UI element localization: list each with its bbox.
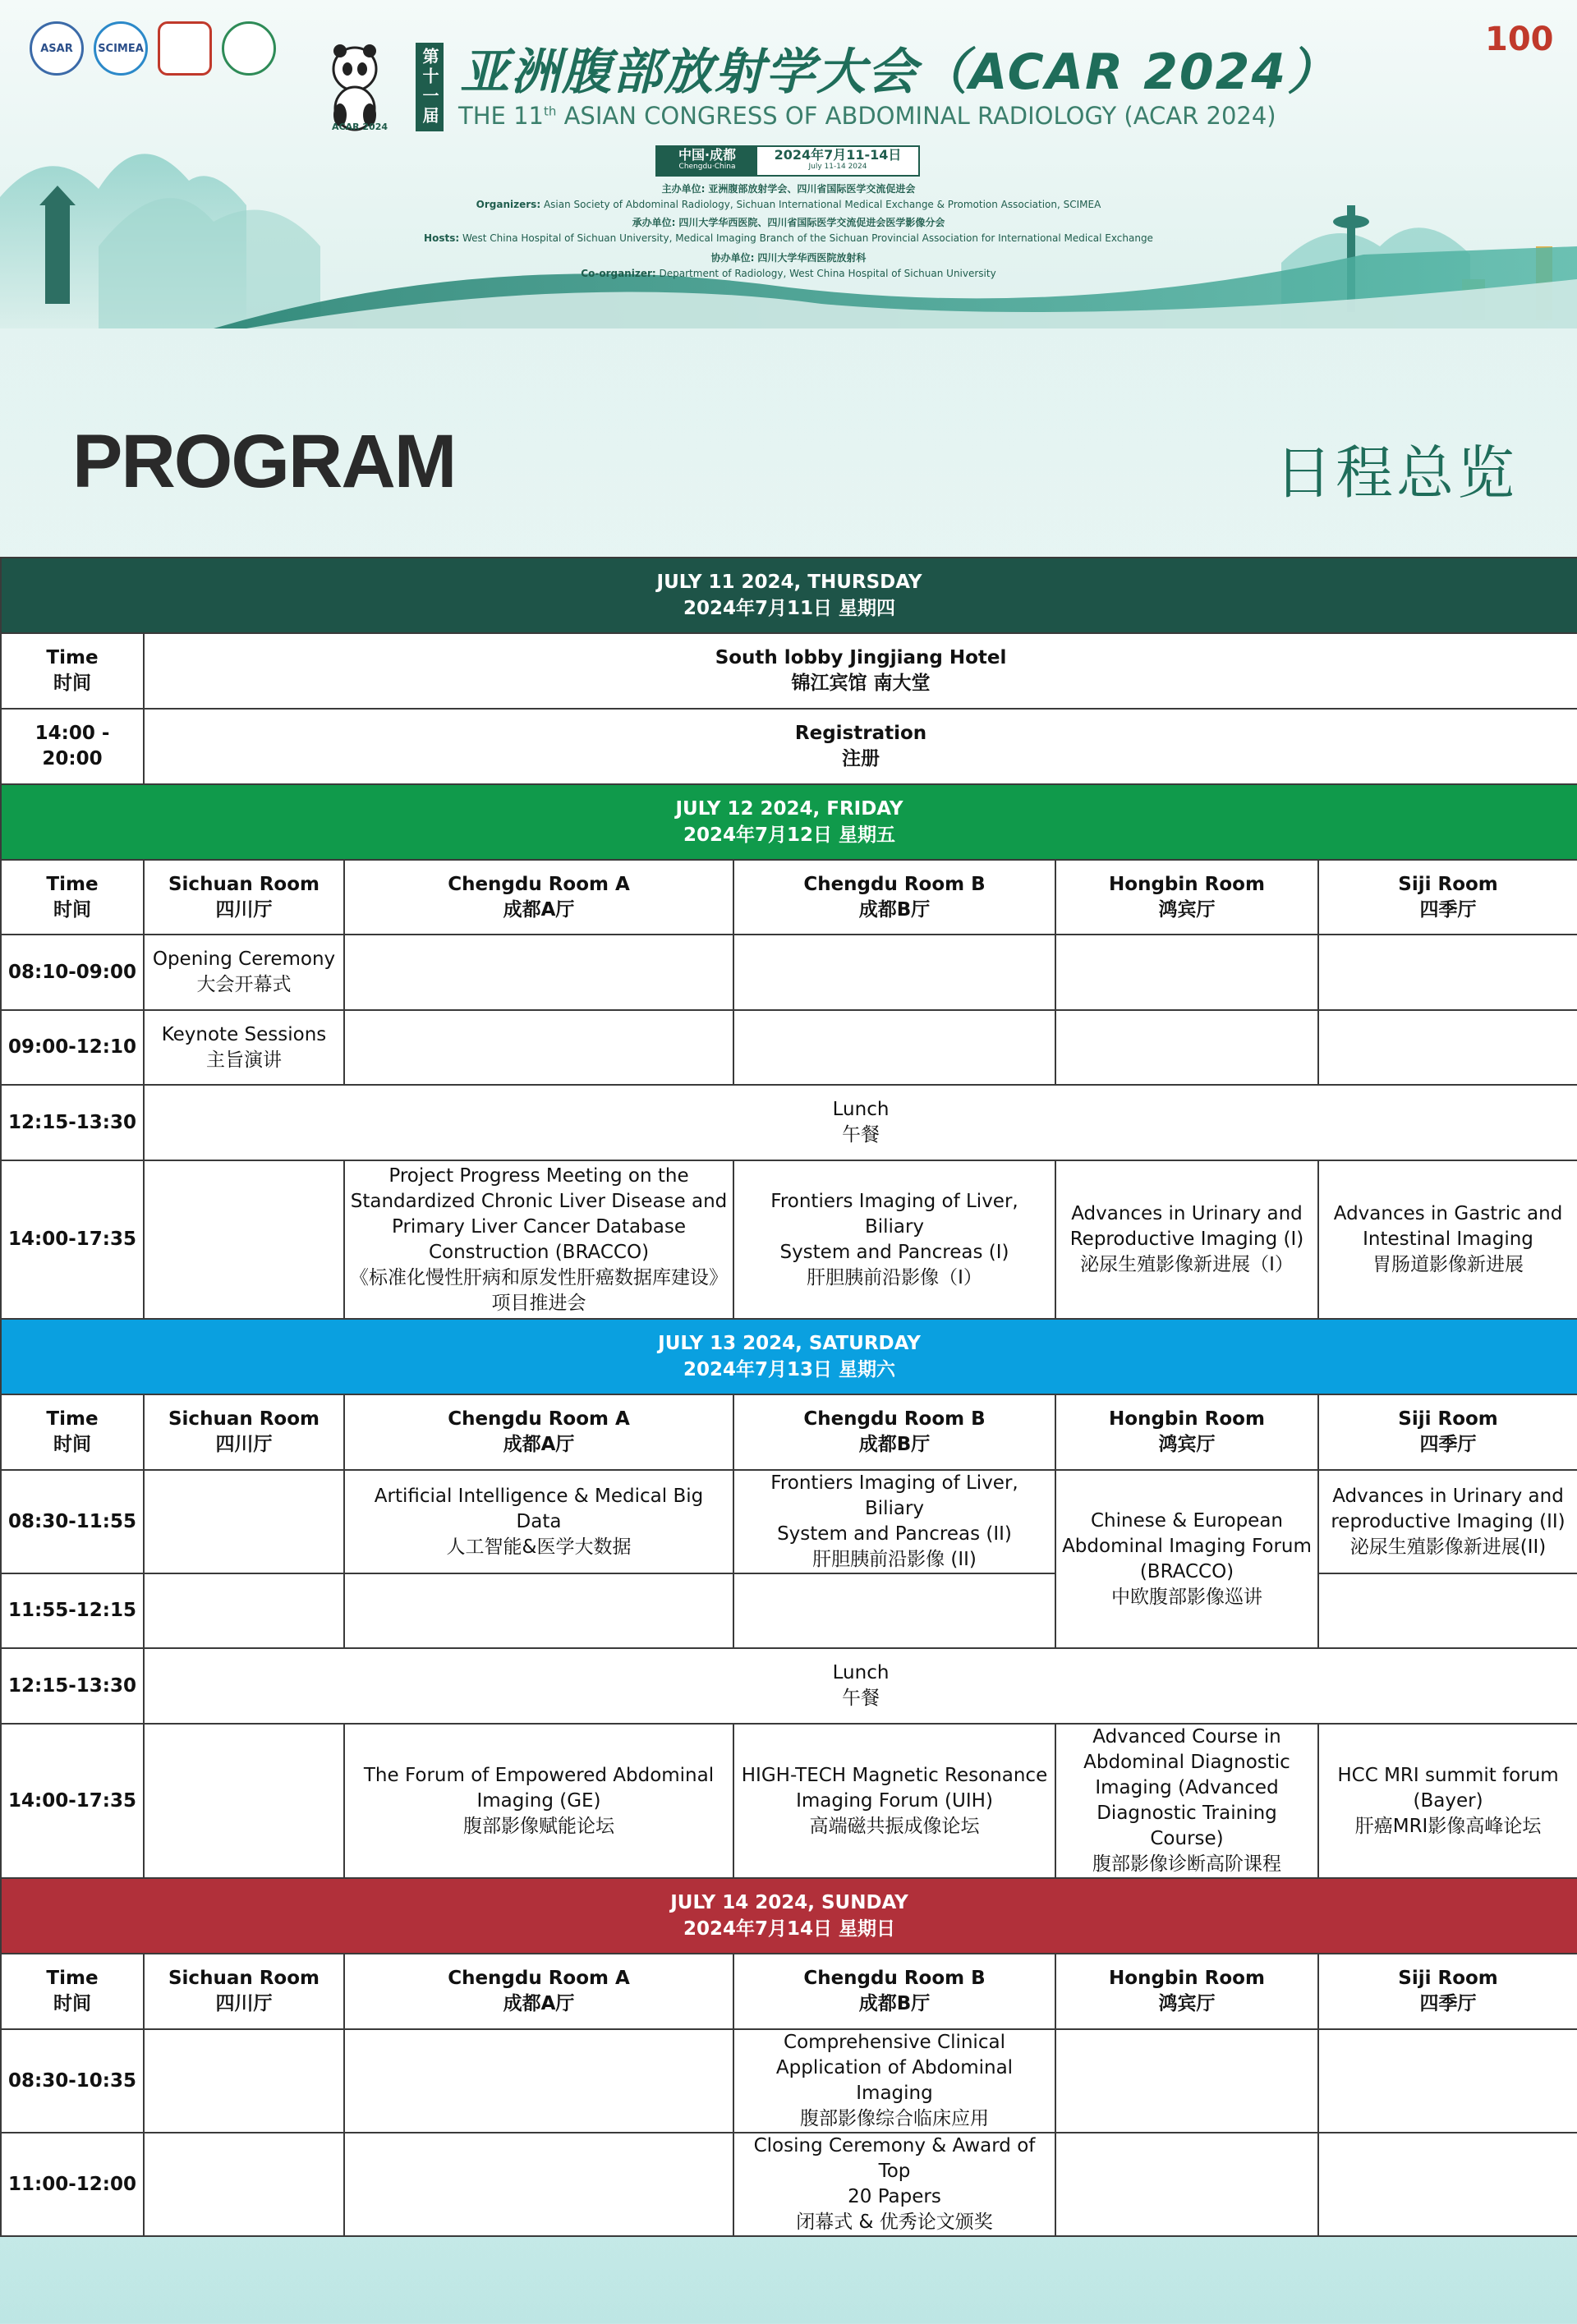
table-row: [1, 709, 1577, 784]
session-liver-frontiers-1: Frontiers Imaging of Liver, Biliary System and Pancreas (I) 肝胆胰前沿影像（Ⅰ）: [733, 1160, 1055, 1319]
room-siji: Siji Room 四季厅: [1318, 1394, 1577, 1470]
schedule-table: [0, 557, 1577, 2237]
time-header: Time 时间: [1, 1394, 144, 1470]
empty-cell: [144, 1724, 344, 1878]
session-mr-forum: HIGH-TECH Magnetic Resonance Imaging Forum (UIH) 高端磁共振成像论坛: [733, 1724, 1055, 1878]
session-advanced-course: Advanced Course in Abdominal Diagnostic Imaging (Advanced Diagnostic Training Course) 腹部影像诊断高阶课程: [1055, 1724, 1318, 1878]
organizer-logos: [30, 21, 276, 76]
time-cell: 08:30-11:55: [1, 1470, 144, 1573]
registration-cell: Registration 注册: [144, 709, 1577, 784]
empty-cell: [1055, 935, 1318, 1010]
session-urinary-2: Advances in Urinary and reproductive Imaging (II) 泌尿生殖影像新进展(II): [1318, 1470, 1577, 1573]
session-empowered-imaging: The Forum of Empowered Abdominal Imaging (GE) 腹部影像赋能论坛: [344, 1724, 733, 1878]
empty-cell: [344, 2133, 733, 2236]
room-header-row: [1, 1954, 1577, 2029]
empty-cell: [1055, 2133, 1318, 2236]
table-row: [1, 1724, 1577, 1878]
session-ai-big-data: Artificial Intelligence & Medical Big Data 人工智能&医学大数据: [344, 1470, 733, 1573]
venue-cell: South lobby Jingjiang Hotel 锦江宾馆 南大堂: [144, 633, 1577, 709]
room-siji: Siji Room 四季厅: [1318, 860, 1577, 935]
empty-cell: [344, 2029, 733, 2133]
room-hongbin: Hongbin Room 鸿宾厅: [1055, 1394, 1318, 1470]
table-row: [1, 1160, 1577, 1319]
day-header-july-11: JULY 11 2024, THURSDAY 2024年7月11日 星期四: [1, 558, 1577, 633]
time-cell: 14:00-17:35: [1, 1160, 144, 1319]
table-row: [1, 1573, 1577, 1648]
time-cell: 14:00 - 20:00: [1, 709, 144, 784]
room-hongbin: Hongbin Room 鸿宾厅: [1055, 1954, 1318, 2029]
session-closing-ceremony: Closing Ceremony & Award of Top 20 Papers 闭幕式 & 优秀论文颁奖: [733, 2133, 1055, 2236]
session-sino-european-forum: Chinese & European Abdominal Imaging Forum (BRACCO) 中欧腹部影像巡讲: [1055, 1470, 1318, 1648]
empty-cell: [144, 1573, 344, 1648]
room-siji: Siji Room 四季厅: [1318, 1954, 1577, 2029]
empty-cell: [144, 1470, 344, 1573]
organizers-en: Organizers: Asian Society of Abdominal Radiology, Sichuan International Medical Exchange & Promotion Association, SCIMEA: [476, 199, 1101, 210]
room-chengdu-b: Chengdu Room B 成都B厅: [733, 1394, 1055, 1470]
room-chengdu-b: Chengdu Room B 成都B厅: [733, 1954, 1055, 2029]
association-logo: [222, 21, 276, 76]
empty-cell: [144, 2133, 344, 2236]
session-keynote: Keynote Sessions 主旨演讲: [144, 1010, 344, 1085]
room-sichuan: Sichuan Room 四川厅: [144, 1394, 344, 1470]
empty-cell: [1318, 2029, 1577, 2133]
day-header-july-12: JULY 12 2024, FRIDAY 2024年7月12日 星期五: [1, 784, 1577, 860]
room-chengdu-a: Chengdu Room A 成都A厅: [344, 860, 733, 935]
room-chengdu-a: Chengdu Room A 成都A厅: [344, 1954, 733, 2029]
room-chengdu-a: Chengdu Room A 成都A厅: [344, 1394, 733, 1470]
hosts-en: Hosts: West China Hospital of Sichuan University, Medical Imaging Branch of the Sichuan Provincial Association for International Medical Exchange: [424, 232, 1153, 244]
empty-cell: [1318, 935, 1577, 1010]
coorganizer-en: Co-organizer: Department of Radiology, West China Hospital of Sichuan University: [581, 268, 996, 279]
table-row: [1, 935, 1577, 1010]
panda-mascot-icon: [322, 36, 388, 135]
session-bracco-meeting: Project Progress Meeting on the Standardized Chronic Liver Disease and Primary Liver Cancer Database Construction (BRACCO) 《标准化慢性肝病和原发性肝癌数据库建设》 项目推进会: [344, 1160, 733, 1319]
room-sichuan: Sichuan Room 四川厅: [144, 860, 344, 935]
empty-cell: [733, 1573, 1055, 1648]
hospital-logo: [158, 21, 212, 76]
room-header-row: [1, 1394, 1577, 1470]
empty-cell: [733, 935, 1055, 1010]
room-header-row: [1, 860, 1577, 935]
lunch-cell: Lunch 午餐: [144, 1648, 1577, 1724]
asar-logo: ASAR: [30, 21, 84, 76]
time-cell: 11:55-12:15: [1, 1573, 144, 1648]
empty-cell: [144, 2029, 344, 2133]
header-banner: [0, 0, 1577, 328]
date-location-box: [655, 145, 920, 177]
table-row: [1, 1085, 1577, 1160]
table-row: [1, 2029, 1577, 2133]
empty-cell: [1318, 2133, 1577, 2236]
centennial-logo: 100: [1485, 21, 1554, 58]
table-row: [1, 2133, 1577, 2236]
day-header-july-13: JULY 13 2024, SATURDAY 2024年7月13日 星期六: [1, 1319, 1577, 1394]
empty-cell: [344, 1010, 733, 1085]
table-row: [1, 1010, 1577, 1085]
room-sichuan: Sichuan Room 四川厅: [144, 1954, 344, 2029]
mascot-caption: ACAR 2024: [332, 122, 389, 132]
hosts-cn: 承办单位: 四川大学华西医院、四川省国际医学交流促进会医学影像分会: [632, 217, 945, 228]
empty-cell: [144, 1160, 344, 1319]
time-cell: 08:10-09:00: [1, 935, 144, 1010]
empty-cell: [733, 1010, 1055, 1085]
time-cell: 12:15-13:30: [1, 1085, 144, 1160]
session-opening-ceremony: Opening Ceremony 大会开幕式: [144, 935, 344, 1010]
time-cell: 11:00-12:00: [1, 2133, 144, 2236]
session-comprehensive-clinical: Comprehensive Clinical Application of Abdominal Imaging 腹部影像综合临床应用: [733, 2029, 1055, 2133]
session-urinary-1: Advances in Urinary and Reproductive Imaging (I) 泌尿生殖影像新进展（Ⅰ）: [1055, 1160, 1318, 1319]
edition-badge: 第十一届: [416, 43, 444, 131]
date-label: 2024年7月11-14日 July 11-14 2024: [757, 147, 918, 175]
room-hongbin: Hongbin Room 鸿宾厅: [1055, 860, 1318, 935]
session-liver-frontiers-2: Frontiers Imaging of Liver, Biliary System and Pancreas (II) 肝胆胰前沿影像 (II): [733, 1470, 1055, 1573]
time-cell: 12:15-13:30: [1, 1648, 144, 1724]
day-header-july-14: JULY 14 2024, SUNDAY 2024年7月14日 星期日: [1, 1878, 1577, 1954]
time-header: Time 时间: [1, 633, 144, 709]
congress-title-cn: 亚洲腹部放射学大会（ACAR 2024）: [460, 44, 1339, 101]
location-label: 中国·成都 Chengdu·China: [657, 147, 757, 175]
coorganizer-cn: 协办单位: 四川大学华西医院放射科: [710, 252, 867, 264]
scimea-logo: SCIMEA: [94, 21, 148, 76]
table-row: [1, 1648, 1577, 1724]
table-row: [1, 633, 1577, 709]
congress-title-en: THE 11th ASIAN CONGRESS OF ABDOMINAL RADIOLOGY (ACAR 2024): [458, 102, 1276, 130]
empty-cell: [1318, 1010, 1577, 1085]
program-title-en: PROGRAM: [72, 420, 456, 503]
time-cell: 08:30-10:35: [1, 2029, 144, 2133]
program-title-cn: 日程总览: [1275, 439, 1518, 507]
empty-cell: [344, 935, 733, 1010]
lunch-cell: Lunch 午餐: [144, 1085, 1577, 1160]
table-row: [1, 1470, 1577, 1573]
room-chengdu-b: Chengdu Room B 成都B厅: [733, 860, 1055, 935]
session-gastric: Advances in Gastric and Intestinal Imaging 胃肠道影像新进展: [1318, 1160, 1577, 1319]
empty-cell: [344, 1573, 733, 1648]
empty-cell: [1318, 1573, 1577, 1648]
session-hcc-mri-summit: HCC MRI summit forum (Bayer) 肝癌MRI影像高峰论坛: [1318, 1724, 1577, 1878]
time-cell: 14:00-17:35: [1, 1724, 144, 1878]
empty-cell: [1055, 2029, 1318, 2133]
time-header: Time 时间: [1, 860, 144, 935]
time-header: Time 时间: [1, 1954, 144, 2029]
organizers-cn: 主办单位: 亚洲腹部放射学会、四川省国际医学交流促进会: [661, 183, 916, 195]
time-cell: 09:00-12:10: [1, 1010, 144, 1085]
empty-cell: [1055, 1010, 1318, 1085]
